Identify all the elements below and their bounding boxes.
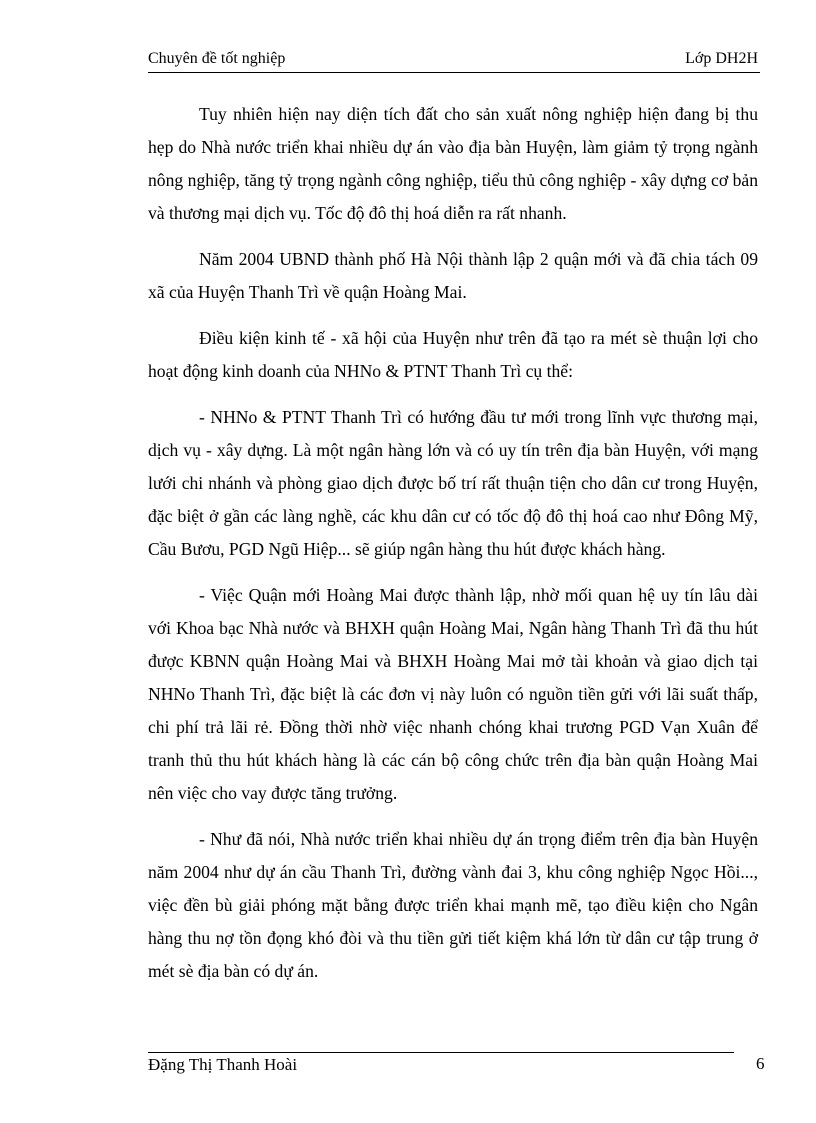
paragraph-6: - Như đã nói, Nhà nước triển khai nhiều dự án trọng điểm trên địa bàn Huyện năm 2004 như dự án cầu Thanh Trì, đường vành đai 3, khu công nghiệp Ngọc Hồi..., việc đền bù giải phóng mặt bằng được triển khai mạnh mẽ, tạo điều kiện cho Ngân hàng thu nợ tồn đọng khó đòi và thu tiền gửi tiết kiệm khá lớn từ dân cư tập trung ở mét sè địa bàn có dự án. <box>148 829 758 981</box>
header-document-title: Chuyên đề tốt nghiệp <box>148 50 286 67</box>
document-body <box>148 98 758 1001</box>
footer-author: Đặng Thị Thanh Hoài <box>148 1055 298 1074</box>
paragraph-4: - NHNo & PTNT Thanh Trì có hướng đầu tư mới trong lĩnh vực thương mại, dịch vụ - xây dựng. Là một ngân hàng lớn và có uy tín trên địa bàn Huyện, với mạng lưới chi nhánh và phòng giao dịch được bố trí rất thuận tiện cho dân cư trong Huyện, đặc biệt ở gần các làng nghề, các khu dân cư có tốc độ đô thị hoá cao như Đông Mỹ, Cầu Bươu, PGD Ngũ Hiệp... sẽ giúp ngân hàng thu hút được khách hàng. <box>148 407 758 559</box>
paragraph-1: Tuy nhiên hiện nay diện tích đất cho sản xuất nông nghiệp hiện đang bị thu hẹp do Nhà nước triển khai nhiều dự án vào địa bàn Huyện, làm giảm tỷ trọng ngành nông nghiệp, tăng tỷ trọng ngành công nghiệp, tiểu thủ công nghiệp - xây dựng cơ bản và thương mại dịch vụ. Tốc độ đô thị hoá diễn ra rất nhanh. <box>148 104 758 223</box>
paragraph-2: Năm 2004 UBND thành phố Hà Nội thành lập 2 quận mới và đã chia tách 09 xã của Huyện Thanh Trì về quận Hoàng Mai. <box>148 249 758 302</box>
paragraph-3: Điều kiện kinh tế - xã hội của Huyện như trên đã tạo ra mét sè thuận lợi cho hoạt động kinh doanh của NHNo & PTNT Thanh Trì cụ thể: <box>148 328 758 381</box>
header-class-label: Lớp DH2H <box>685 50 758 67</box>
footer-divider <box>148 1052 734 1053</box>
paragraph-5: - Việc Quận mới Hoàng Mai được thành lập, nhờ mối quan hệ uy tín lâu dài với Khoa bạc Nhà nước và BHXH quận Hoàng Mai, Ngân hàng Thanh Trì đã thu hút được KBNN quận Hoàng Mai và BHXH Hoàng Mai mở tài khoản và giao dịch tại NHNo Thanh Trì, đặc biệt là các đơn vị này luôn có nguồn tiền gửi với lãi suất thấp, chi phí trả lãi rẻ. Đồng thời nhờ việc nhanh chóng khai trương PGD Vạn Xuân để tranh thủ thu hút khách hàng là các cán bộ công chức trên địa bàn quận Hoàng Mai nên việc cho vay được tăng trưởng. <box>148 585 758 803</box>
page-header <box>148 50 760 73</box>
page-number: 6 <box>756 1054 765 1073</box>
